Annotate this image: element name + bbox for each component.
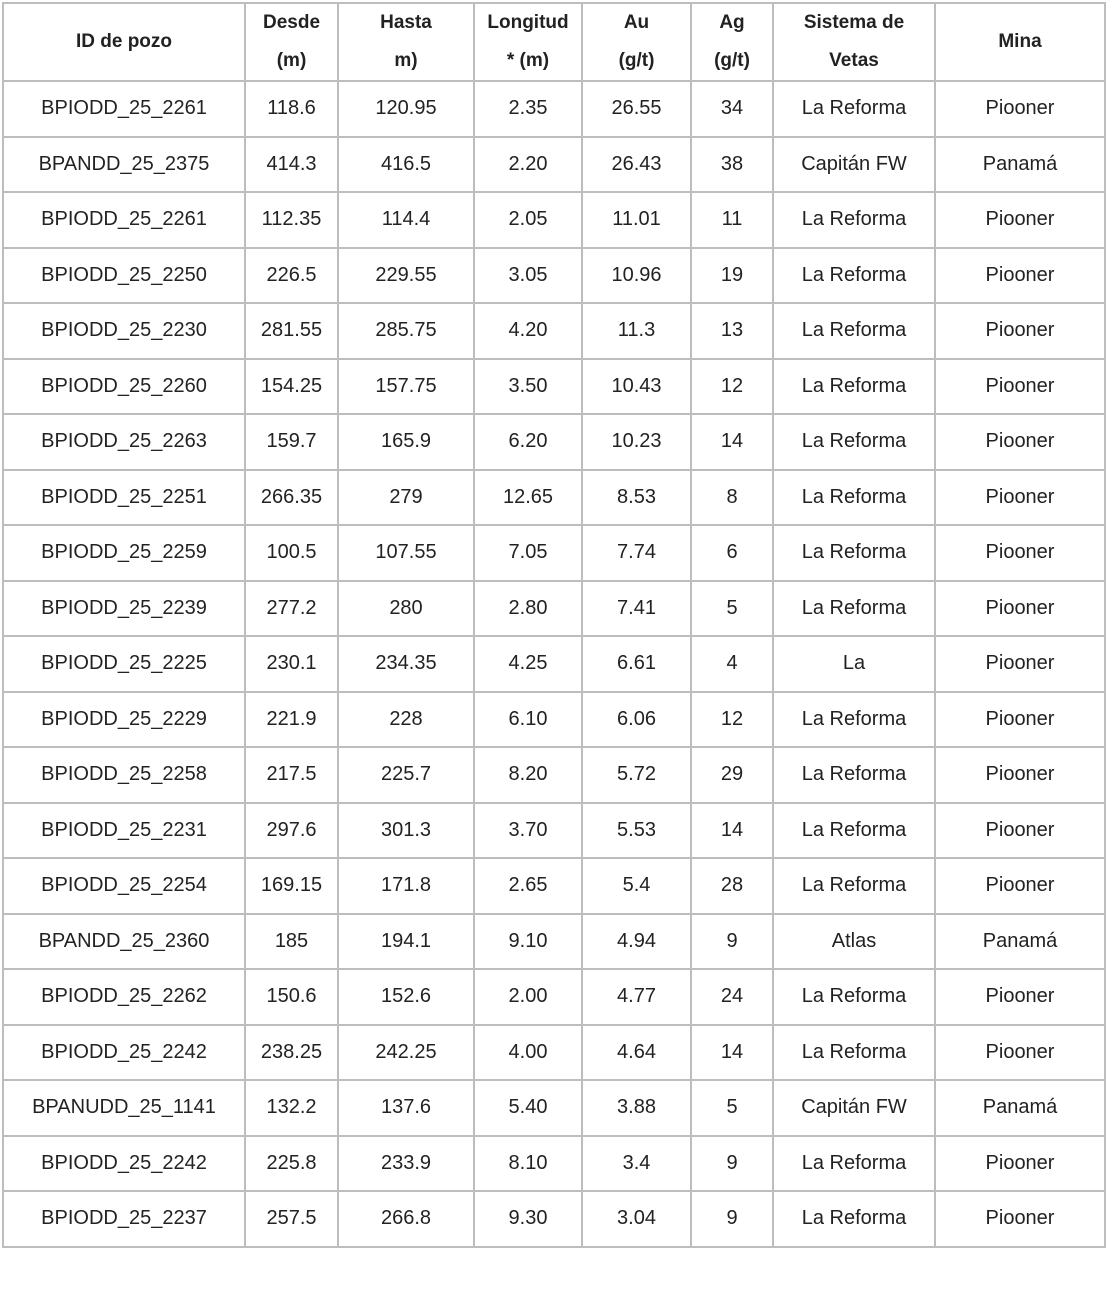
cell-ag: 9 <box>691 1191 773 1247</box>
cell-sistema-de-vetas: La Reforma <box>773 81 935 137</box>
cell-au: 3.04 <box>582 1191 691 1247</box>
cell-sistema-de-vetas: La Reforma <box>773 1191 935 1247</box>
cell-id-de-pozo: BPIODD_25_2262 <box>3 969 245 1025</box>
table-row <box>3 581 1105 637</box>
cell-au: 10.43 <box>582 359 691 415</box>
cell-id-de-pozo: BPIODD_25_2260 <box>3 359 245 415</box>
cell-desde: 185 <box>245 914 338 970</box>
table-row <box>3 1191 1105 1247</box>
table-row <box>3 858 1105 914</box>
cell-au: 5.72 <box>582 747 691 803</box>
cell-ag: 28 <box>691 858 773 914</box>
column-header-line: Longitud <box>487 12 569 33</box>
cell-mina: Piooner <box>935 1025 1105 1081</box>
cell-desde: 414.3 <box>245 137 338 193</box>
cell-mina: Piooner <box>935 803 1105 859</box>
cell-mina: Piooner <box>935 636 1105 692</box>
cell-ag: 38 <box>691 137 773 193</box>
cell-hasta: 137.6 <box>338 1080 474 1136</box>
cell-mina: Piooner <box>935 581 1105 637</box>
cell-longitud: 8.10 <box>474 1136 582 1192</box>
cell-ag: 6 <box>691 525 773 581</box>
cell-id-de-pozo: BPIODD_25_2242 <box>3 1025 245 1081</box>
cell-longitud: 12.65 <box>474 470 582 526</box>
cell-id-de-pozo: BPIODD_25_2230 <box>3 303 245 359</box>
cell-desde: 277.2 <box>245 581 338 637</box>
cell-desde: 100.5 <box>245 525 338 581</box>
cell-au: 6.61 <box>582 636 691 692</box>
cell-mina: Piooner <box>935 414 1105 470</box>
table-row <box>3 914 1105 970</box>
cell-hasta: 233.9 <box>338 1136 474 1192</box>
cell-hasta: 229.55 <box>338 248 474 304</box>
table-body <box>3 81 1105 1247</box>
cell-au: 10.96 <box>582 248 691 304</box>
cell-au: 26.43 <box>582 137 691 193</box>
drill-results-table <box>2 2 1106 1248</box>
cell-mina: Piooner <box>935 81 1105 137</box>
cell-id-de-pozo: BPIODD_25_2250 <box>3 248 245 304</box>
cell-mina: Piooner <box>935 470 1105 526</box>
cell-longitud: 4.25 <box>474 636 582 692</box>
cell-longitud: 2.35 <box>474 81 582 137</box>
table-row <box>3 969 1105 1025</box>
cell-desde: 118.6 <box>245 81 338 137</box>
column-header-line: Desde <box>262 12 321 33</box>
column-header-longitud <box>474 3 582 81</box>
cell-ag: 19 <box>691 248 773 304</box>
cell-hasta: 107.55 <box>338 525 474 581</box>
column-header-mina <box>935 3 1105 81</box>
cell-hasta: 301.3 <box>338 803 474 859</box>
cell-desde: 238.25 <box>245 1025 338 1081</box>
cell-longitud: 4.20 <box>474 303 582 359</box>
cell-hasta: 165.9 <box>338 414 474 470</box>
column-header-line: (g/t) <box>618 50 655 71</box>
cell-hasta: 280 <box>338 581 474 637</box>
cell-au: 5.53 <box>582 803 691 859</box>
cell-longitud: 2.05 <box>474 192 582 248</box>
cell-desde: 221.9 <box>245 692 338 748</box>
cell-sistema-de-vetas: La <box>773 636 935 692</box>
column-header-id-de-pozo <box>3 3 245 81</box>
cell-hasta: 228 <box>338 692 474 748</box>
cell-mina: Piooner <box>935 1136 1105 1192</box>
cell-mina: Piooner <box>935 192 1105 248</box>
cell-longitud: 2.65 <box>474 858 582 914</box>
cell-ag: 5 <box>691 1080 773 1136</box>
cell-au: 3.88 <box>582 1080 691 1136</box>
cell-mina: Piooner <box>935 525 1105 581</box>
table-row <box>3 192 1105 248</box>
cell-id-de-pozo: BPIODD_25_2259 <box>3 525 245 581</box>
cell-au: 7.74 <box>582 525 691 581</box>
table-row <box>3 1025 1105 1081</box>
cell-desde: 225.8 <box>245 1136 338 1192</box>
cell-longitud: 2.00 <box>474 969 582 1025</box>
table-row <box>3 303 1105 359</box>
cell-sistema-de-vetas: La Reforma <box>773 470 935 526</box>
column-header-line: Sistema de <box>803 12 905 33</box>
cell-id-de-pozo: BPANUDD_25_1141 <box>3 1080 245 1136</box>
cell-sistema-de-vetas: La Reforma <box>773 414 935 470</box>
cell-au: 4.64 <box>582 1025 691 1081</box>
cell-longitud: 3.70 <box>474 803 582 859</box>
column-header-hasta <box>338 3 474 81</box>
cell-desde: 159.7 <box>245 414 338 470</box>
column-header-line: Au <box>623 12 650 33</box>
cell-au: 7.41 <box>582 581 691 637</box>
column-header-sistema-de-vetas <box>773 3 935 81</box>
table-row <box>3 137 1105 193</box>
cell-mina: Piooner <box>935 303 1105 359</box>
cell-sistema-de-vetas: Capitán FW <box>773 137 935 193</box>
cell-au: 4.77 <box>582 969 691 1025</box>
cell-mina: Piooner <box>935 248 1105 304</box>
table-row <box>3 803 1105 859</box>
column-header-line: Vetas <box>829 50 879 71</box>
cell-desde: 112.35 <box>245 192 338 248</box>
table-row <box>3 470 1105 526</box>
cell-sistema-de-vetas: La Reforma <box>773 803 935 859</box>
cell-id-de-pozo: BPIODD_25_2263 <box>3 414 245 470</box>
cell-hasta: 171.8 <box>338 858 474 914</box>
column-header-line: Ag <box>719 12 745 33</box>
table-row <box>3 359 1105 415</box>
cell-longitud: 9.30 <box>474 1191 582 1247</box>
cell-mina: Piooner <box>935 747 1105 803</box>
cell-id-de-pozo: BPIODD_25_2225 <box>3 636 245 692</box>
header-row <box>3 3 1105 81</box>
cell-sistema-de-vetas: Atlas <box>773 914 935 970</box>
cell-sistema-de-vetas: La Reforma <box>773 969 935 1025</box>
table-header <box>3 3 1105 81</box>
cell-hasta: 120.95 <box>338 81 474 137</box>
cell-longitud: 3.50 <box>474 359 582 415</box>
cell-ag: 14 <box>691 803 773 859</box>
cell-mina: Panamá <box>935 914 1105 970</box>
cell-ag: 5 <box>691 581 773 637</box>
cell-longitud: 9.10 <box>474 914 582 970</box>
cell-au: 10.23 <box>582 414 691 470</box>
cell-ag: 24 <box>691 969 773 1025</box>
table-row <box>3 636 1105 692</box>
cell-desde: 132.2 <box>245 1080 338 1136</box>
cell-desde: 257.5 <box>245 1191 338 1247</box>
cell-ag: 14 <box>691 1025 773 1081</box>
cell-id-de-pozo: BPIODD_25_2242 <box>3 1136 245 1192</box>
table-row <box>3 1080 1105 1136</box>
cell-id-de-pozo: BPIODD_25_2229 <box>3 692 245 748</box>
cell-hasta: 114.4 <box>338 192 474 248</box>
cell-au: 11.3 <box>582 303 691 359</box>
cell-ag: 4 <box>691 636 773 692</box>
cell-longitud: 2.80 <box>474 581 582 637</box>
cell-id-de-pozo: BPIODD_25_2239 <box>3 581 245 637</box>
column-header-line: ID de pozo <box>75 31 173 52</box>
cell-id-de-pozo: BPANDD_25_2375 <box>3 137 245 193</box>
cell-ag: 12 <box>691 692 773 748</box>
cell-hasta: 225.7 <box>338 747 474 803</box>
cell-au: 11.01 <box>582 192 691 248</box>
cell-hasta: 157.75 <box>338 359 474 415</box>
cell-id-de-pozo: BPIODD_25_2254 <box>3 858 245 914</box>
cell-sistema-de-vetas: La Reforma <box>773 858 935 914</box>
table-row <box>3 692 1105 748</box>
table-row <box>3 248 1105 304</box>
cell-longitud: 6.20 <box>474 414 582 470</box>
cell-desde: 150.6 <box>245 969 338 1025</box>
cell-mina: Piooner <box>935 858 1105 914</box>
cell-longitud: 6.10 <box>474 692 582 748</box>
cell-ag: 9 <box>691 1136 773 1192</box>
column-header-line: Hasta <box>380 12 432 33</box>
cell-mina: Piooner <box>935 692 1105 748</box>
cell-hasta: 194.1 <box>338 914 474 970</box>
cell-au: 8.53 <box>582 470 691 526</box>
cell-longitud: 2.20 <box>474 137 582 193</box>
cell-sistema-de-vetas: La Reforma <box>773 747 935 803</box>
table-row <box>3 81 1105 137</box>
cell-hasta: 279 <box>338 470 474 526</box>
cell-desde: 226.5 <box>245 248 338 304</box>
cell-mina: Piooner <box>935 359 1105 415</box>
cell-sistema-de-vetas: La Reforma <box>773 248 935 304</box>
cell-desde: 266.35 <box>245 470 338 526</box>
table-row <box>3 525 1105 581</box>
cell-au: 3.4 <box>582 1136 691 1192</box>
column-header-line: (g/t) <box>714 50 750 71</box>
cell-hasta: 234.35 <box>338 636 474 692</box>
column-header-ag <box>691 3 773 81</box>
table-row <box>3 1136 1105 1192</box>
cell-id-de-pozo: BPIODD_25_2258 <box>3 747 245 803</box>
cell-desde: 230.1 <box>245 636 338 692</box>
cell-desde: 169.15 <box>245 858 338 914</box>
cell-desde: 217.5 <box>245 747 338 803</box>
cell-ag: 29 <box>691 747 773 803</box>
cell-desde: 281.55 <box>245 303 338 359</box>
cell-id-de-pozo: BPIODD_25_2251 <box>3 470 245 526</box>
cell-sistema-de-vetas: La Reforma <box>773 1025 935 1081</box>
column-header-line: m) <box>394 50 418 71</box>
cell-id-de-pozo: BPANDD_25_2360 <box>3 914 245 970</box>
cell-hasta: 152.6 <box>338 969 474 1025</box>
cell-au: 6.06 <box>582 692 691 748</box>
cell-hasta: 242.25 <box>338 1025 474 1081</box>
cell-sistema-de-vetas: La Reforma <box>773 303 935 359</box>
cell-id-de-pozo: BPIODD_25_2237 <box>3 1191 245 1247</box>
cell-longitud: 7.05 <box>474 525 582 581</box>
cell-longitud: 8.20 <box>474 747 582 803</box>
cell-au: 5.4 <box>582 858 691 914</box>
cell-ag: 9 <box>691 914 773 970</box>
cell-sistema-de-vetas: La Reforma <box>773 525 935 581</box>
column-header-au <box>582 3 691 81</box>
cell-sistema-de-vetas: La Reforma <box>773 692 935 748</box>
cell-id-de-pozo: BPIODD_25_2231 <box>3 803 245 859</box>
column-header-desde <box>245 3 338 81</box>
table-row <box>3 747 1105 803</box>
column-header-line: Mina <box>998 31 1042 52</box>
cell-longitud: 3.05 <box>474 248 582 304</box>
cell-sistema-de-vetas: Capitán FW <box>773 1080 935 1136</box>
cell-ag: 13 <box>691 303 773 359</box>
table-row <box>3 414 1105 470</box>
cell-mina: Panamá <box>935 137 1105 193</box>
cell-mina: Piooner <box>935 1191 1105 1247</box>
cell-mina: Piooner <box>935 969 1105 1025</box>
cell-desde: 154.25 <box>245 359 338 415</box>
cell-sistema-de-vetas: La Reforma <box>773 1136 935 1192</box>
cell-hasta: 266.8 <box>338 1191 474 1247</box>
cell-ag: 12 <box>691 359 773 415</box>
column-header-line: * (m) <box>506 50 550 71</box>
column-header-line: (m) <box>276 50 307 71</box>
cell-hasta: 285.75 <box>338 303 474 359</box>
cell-id-de-pozo: BPIODD_25_2261 <box>3 192 245 248</box>
cell-au: 4.94 <box>582 914 691 970</box>
cell-sistema-de-vetas: La Reforma <box>773 192 935 248</box>
cell-sistema-de-vetas: La Reforma <box>773 581 935 637</box>
cell-longitud: 5.40 <box>474 1080 582 1136</box>
cell-ag: 8 <box>691 470 773 526</box>
cell-au: 26.55 <box>582 81 691 137</box>
cell-longitud: 4.00 <box>474 1025 582 1081</box>
cell-mina: Panamá <box>935 1080 1105 1136</box>
cell-desde: 297.6 <box>245 803 338 859</box>
cell-ag: 34 <box>691 81 773 137</box>
cell-ag: 11 <box>691 192 773 248</box>
cell-sistema-de-vetas: La Reforma <box>773 359 935 415</box>
cell-id-de-pozo: BPIODD_25_2261 <box>3 81 245 137</box>
cell-ag: 14 <box>691 414 773 470</box>
cell-hasta: 416.5 <box>338 137 474 193</box>
